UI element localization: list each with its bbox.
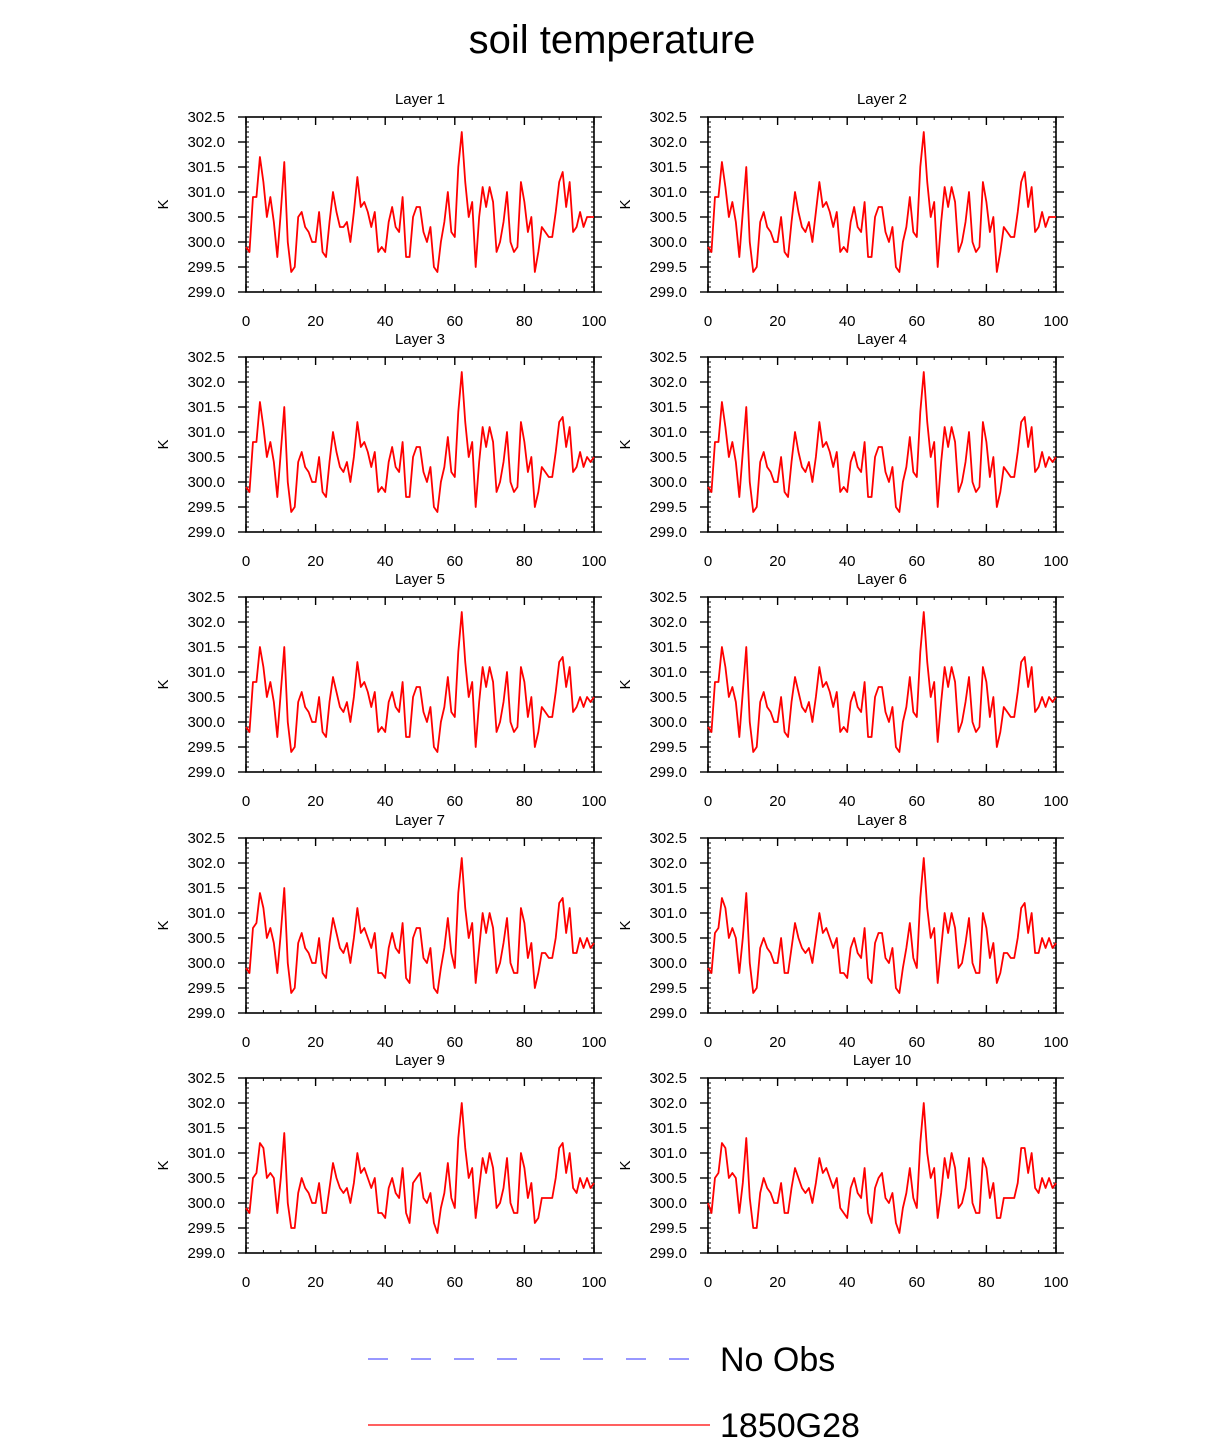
x-tick-label: 60 [908, 1034, 926, 1051]
x-tick-label: 0 [703, 1034, 713, 1051]
series-line-1850G28 [246, 1103, 594, 1233]
plot-frame [246, 1078, 594, 1253]
panel-8 [617, 812, 1069, 1051]
x-tick-label: 40 [376, 313, 394, 330]
x-tick-label: 40 [376, 793, 394, 810]
y-axis-label: K [617, 199, 634, 210]
x-tick-label: 60 [446, 313, 464, 330]
x-tick-label: 0 [241, 1034, 251, 1051]
x-tick-label: 40 [838, 313, 856, 330]
y-tick-label: 300.5 [187, 1170, 225, 1187]
y-tick-label: 302.5 [187, 109, 225, 126]
y-tick-label: 300.0 [649, 714, 687, 731]
series-line-1850G28 [246, 132, 594, 272]
y-tick-label: 301.0 [649, 1145, 687, 1162]
y-tick-label: 302.5 [649, 1070, 687, 1087]
y-axis-label: K [155, 439, 172, 450]
plot-frame [708, 117, 1056, 292]
y-tick-label: 300.5 [649, 1170, 687, 1187]
x-tick-label: 0 [241, 553, 251, 570]
x-tick-label: 40 [838, 793, 856, 810]
y-axis-label: K [617, 1160, 634, 1171]
plot-frame [246, 117, 594, 292]
x-tick-label: 40 [376, 1274, 394, 1291]
x-tick-label: 80 [978, 793, 995, 810]
y-tick-label: 302.0 [649, 855, 687, 872]
series-line-1850G28 [246, 858, 594, 993]
x-tick-label: 0 [241, 313, 251, 330]
plot-frame [708, 838, 1056, 1013]
plot-frame [246, 357, 594, 532]
panel-title: Layer 1 [394, 91, 446, 108]
y-tick-label: 301.0 [649, 424, 687, 441]
y-tick-label: 300.0 [649, 234, 687, 251]
legend [368, 1341, 860, 1439]
y-tick-label: 299.5 [187, 499, 225, 516]
y-tick-label: 302.5 [649, 349, 687, 366]
y-tick-label: 301.0 [187, 424, 225, 441]
x-tick-label: 20 [769, 1274, 786, 1291]
x-tick-label: 20 [307, 793, 324, 810]
y-tick-label: 302.0 [187, 614, 225, 631]
y-tick-label: 302.0 [187, 134, 225, 151]
y-tick-label: 299.5 [649, 499, 687, 516]
y-tick-label: 300.5 [187, 689, 225, 706]
y-tick-label: 299.5 [187, 259, 225, 276]
y-tick-label: 301.0 [187, 905, 225, 922]
y-axis-label: K [617, 679, 634, 690]
x-tick-label: 20 [307, 1274, 324, 1291]
x-tick-label: 40 [838, 1274, 856, 1291]
y-tick-label: 299.0 [649, 1005, 687, 1022]
x-tick-label: 20 [769, 793, 786, 810]
x-tick-label: 80 [516, 313, 533, 330]
plot-frame [708, 357, 1056, 532]
y-tick-label: 299.0 [187, 1245, 225, 1262]
x-tick-label: 100 [581, 313, 607, 330]
x-tick-label: 80 [978, 1274, 995, 1291]
panel-title: Layer 5 [394, 571, 446, 588]
y-tick-label: 300.5 [649, 209, 687, 226]
y-tick-label: 300.0 [649, 474, 687, 491]
y-tick-label: 300.5 [649, 930, 687, 947]
x-tick-label: 60 [908, 793, 926, 810]
y-tick-label: 300.0 [187, 234, 225, 251]
panel-7 [155, 812, 607, 1051]
x-tick-label: 60 [446, 793, 464, 810]
y-tick-label: 301.0 [187, 184, 225, 201]
x-tick-label: 100 [1043, 313, 1069, 330]
panel-3 [155, 331, 607, 570]
panel-title: Layer 8 [856, 812, 908, 829]
x-tick-label: 100 [581, 1274, 607, 1291]
x-tick-label: 0 [703, 553, 713, 570]
y-tick-label: 299.0 [187, 524, 225, 541]
panel-9 [155, 1052, 607, 1291]
x-tick-label: 20 [307, 313, 324, 330]
y-tick-label: 301.0 [187, 664, 225, 681]
y-tick-label: 301.0 [187, 1145, 225, 1162]
y-tick-label: 299.5 [187, 739, 225, 756]
series-line-1850G28 [708, 1103, 1056, 1233]
x-tick-label: 0 [703, 1274, 713, 1291]
y-tick-label: 300.5 [187, 449, 225, 466]
y-axis-label: K [155, 1160, 172, 1171]
series-line-1850G28 [246, 372, 594, 512]
y-tick-label: 302.5 [649, 589, 687, 606]
x-tick-label: 0 [241, 1274, 251, 1291]
y-tick-label: 299.0 [187, 284, 225, 301]
y-axis-label: K [155, 199, 172, 210]
y-axis-label: K [617, 439, 634, 450]
y-tick-label: 301.5 [649, 1120, 687, 1137]
y-tick-label: 299.0 [649, 1245, 687, 1262]
panel-title: Layer 2 [856, 91, 908, 108]
y-tick-label: 300.0 [649, 1195, 687, 1212]
panel-title: Layer 4 [856, 331, 908, 348]
y-tick-label: 301.5 [187, 1120, 225, 1137]
x-tick-label: 80 [978, 553, 995, 570]
y-tick-label: 299.5 [649, 739, 687, 756]
y-tick-label: 302.5 [187, 830, 225, 847]
series-line-1850G28 [708, 372, 1056, 512]
y-tick-label: 299.0 [649, 524, 687, 541]
y-tick-label: 300.5 [187, 930, 225, 947]
y-tick-label: 300.0 [649, 955, 687, 972]
y-tick-label: 299.5 [649, 980, 687, 997]
y-tick-label: 302.0 [187, 1095, 225, 1112]
y-tick-label: 300.0 [187, 955, 225, 972]
panel-title: Layer 10 [852, 1052, 912, 1069]
y-tick-label: 302.0 [187, 855, 225, 872]
panel-title: Layer 7 [394, 812, 446, 829]
y-tick-label: 300.5 [649, 689, 687, 706]
legend-label: No Obs [720, 1341, 836, 1379]
x-tick-label: 40 [838, 1034, 856, 1051]
y-tick-label: 302.5 [187, 1070, 225, 1087]
y-tick-label: 302.5 [187, 589, 225, 606]
y-tick-label: 301.5 [187, 639, 225, 656]
panel-10 [617, 1052, 1069, 1291]
y-tick-label: 302.5 [187, 349, 225, 366]
page-title: soil temperature [468, 18, 756, 62]
y-tick-label: 302.0 [187, 374, 225, 391]
panel-6 [617, 571, 1069, 810]
x-tick-label: 100 [1043, 793, 1069, 810]
y-tick-label: 301.0 [649, 184, 687, 201]
y-axis-label: K [155, 920, 172, 931]
y-tick-label: 299.0 [187, 1005, 225, 1022]
panel-title: Layer 9 [394, 1052, 446, 1069]
y-tick-label: 299.5 [187, 1220, 225, 1237]
y-tick-label: 302.0 [649, 614, 687, 631]
x-tick-label: 80 [978, 313, 995, 330]
x-tick-label: 100 [581, 793, 607, 810]
x-tick-label: 40 [376, 553, 394, 570]
x-tick-label: 20 [307, 553, 324, 570]
y-tick-label: 302.0 [649, 134, 687, 151]
x-tick-label: 80 [516, 1034, 533, 1051]
y-tick-label: 300.0 [187, 1195, 225, 1212]
y-axis-label: K [155, 679, 172, 690]
x-tick-label: 60 [446, 553, 464, 570]
y-tick-label: 299.0 [649, 284, 687, 301]
y-tick-label: 299.0 [187, 764, 225, 781]
x-tick-label: 40 [838, 553, 856, 570]
x-tick-label: 60 [908, 1274, 926, 1291]
y-tick-label: 301.5 [649, 880, 687, 897]
y-axis-label: K [617, 920, 634, 931]
y-tick-label: 301.5 [187, 159, 225, 176]
x-tick-label: 20 [769, 1034, 786, 1051]
x-tick-label: 100 [581, 553, 607, 570]
panel-title: Layer 6 [856, 571, 908, 588]
panel-4 [617, 331, 1069, 570]
y-tick-label: 300.0 [187, 714, 225, 731]
y-tick-label: 300.5 [649, 449, 687, 466]
x-tick-label: 60 [908, 553, 926, 570]
x-tick-label: 100 [1043, 1274, 1069, 1291]
x-tick-label: 60 [446, 1274, 464, 1291]
plot-frame [246, 838, 594, 1013]
x-tick-label: 60 [446, 1034, 464, 1051]
x-tick-label: 0 [241, 793, 251, 810]
y-tick-label: 302.0 [649, 374, 687, 391]
x-tick-label: 0 [703, 793, 713, 810]
y-tick-label: 301.5 [187, 399, 225, 416]
y-tick-label: 301.5 [649, 159, 687, 176]
series-line-1850G28 [708, 858, 1056, 993]
panel-2 [617, 91, 1069, 330]
y-tick-label: 299.5 [649, 1220, 687, 1237]
x-tick-label: 20 [769, 313, 786, 330]
series-line-1850G28 [246, 612, 594, 752]
plot-frame [708, 1078, 1056, 1253]
y-tick-label: 299.0 [649, 764, 687, 781]
x-tick-label: 20 [307, 1034, 324, 1051]
y-tick-label: 301.0 [649, 905, 687, 922]
x-tick-label: 40 [376, 1034, 394, 1051]
series-line-1850G28 [708, 612, 1056, 752]
y-tick-label: 299.5 [187, 980, 225, 997]
x-tick-label: 80 [516, 793, 533, 810]
y-tick-label: 300.5 [187, 209, 225, 226]
x-tick-label: 100 [581, 1034, 607, 1051]
y-tick-label: 301.0 [649, 664, 687, 681]
x-tick-label: 100 [1043, 553, 1069, 570]
x-tick-label: 80 [978, 1034, 995, 1051]
x-tick-label: 20 [769, 553, 786, 570]
y-tick-label: 301.5 [649, 399, 687, 416]
panel-5 [155, 571, 607, 810]
x-tick-label: 60 [908, 313, 926, 330]
plot-frame [246, 597, 594, 772]
x-tick-label: 0 [703, 313, 713, 330]
y-tick-label: 301.5 [187, 880, 225, 897]
x-tick-label: 100 [1043, 1034, 1069, 1051]
y-tick-label: 302.5 [649, 109, 687, 126]
y-tick-label: 300.0 [187, 474, 225, 491]
y-tick-label: 299.5 [649, 259, 687, 276]
plot-frame [708, 597, 1056, 772]
panel-1 [155, 91, 607, 330]
y-tick-label: 302.5 [649, 830, 687, 847]
x-tick-label: 80 [516, 553, 533, 570]
y-tick-label: 302.0 [649, 1095, 687, 1112]
x-tick-label: 80 [516, 1274, 533, 1291]
legend-label: 1850G28 [720, 1407, 860, 1439]
panel-title: Layer 3 [394, 331, 446, 348]
series-line-1850G28 [708, 132, 1056, 272]
y-tick-label: 301.5 [649, 639, 687, 656]
